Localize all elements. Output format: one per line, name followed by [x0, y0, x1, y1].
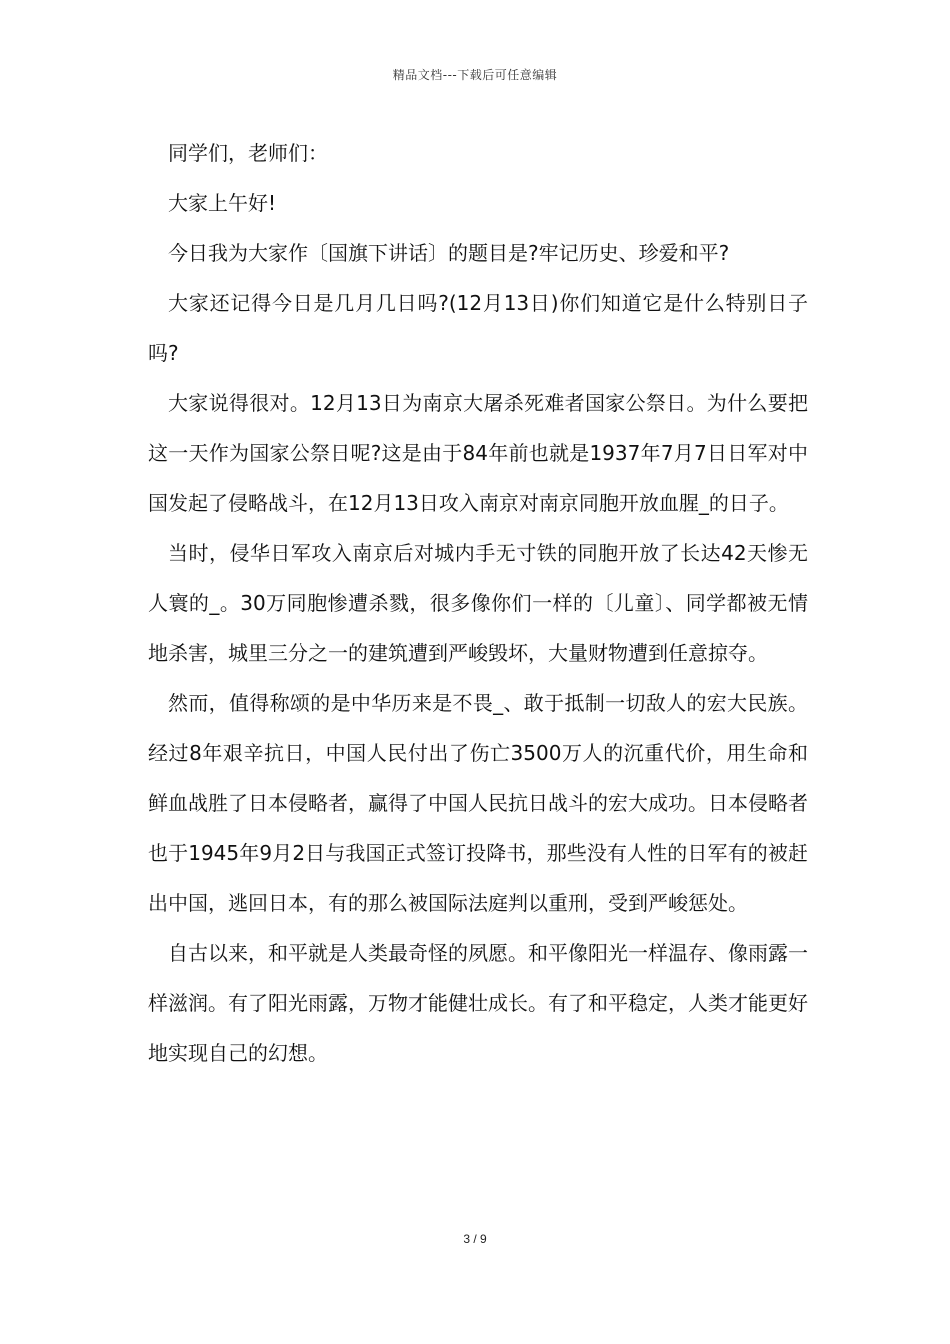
paragraph-greeting: 同学们，老师们： — [168, 141, 328, 165]
paragraph-massacre: 当时，侵华日军攻入南京后对城内手无寸铁的同胞开放了长达42天惨无人寰的_。30万同胞惨遭杀戮，很多像你们一样的〔儿童〕、同学都被无情地杀害，城里三分之一的建筑遭到严峻毁坏，大量财物遭到任意掠夺。 — [148, 541, 808, 665]
paragraph-victory: 然而，值得称颂的是中华历来是不畏_、敢于抵制一切敌人的宏大民族。经过8年艰辛抗日，中国人民付出了伤亡3500万人的沉重代价，用生命和鲜血战胜了日本侵略者，赢得了中国人民抗日战斗的宏大成功。日本侵略者也于1945年9月2日与我国正式签订投降书，那些没有人性的日军有的被赶出中国，逃回日本，有的那么被国际法庭判以重刑，受到严峻惩处。 — [148, 691, 808, 915]
paragraph-topic: 今日我为大家作〔国旗下讲话〕的题目是?牢记历史、珍爱和平? — [168, 241, 730, 265]
paragraph-peace: 自古以来，和平就是人类最奇怪的夙愿。和平像阳光一样温存、像雨露一样滋润。有了阳光雨露，万物才能健壮成长。有了和平稳定，人类才能更好地实现自己的幻想。 — [148, 941, 808, 1065]
page-header: 精品文档---下载后可任意编辑 — [392, 68, 558, 82]
paragraph-salutation: 大家上午好! — [168, 191, 277, 215]
document-body — [148, 128, 808, 1078]
paragraph-memorial-day: 大家说得很对。12月13日为南京大屠杀死难者国家公祭日。为什么要把这一天作为国家公祭日呢?这是由于84年前也就是1937年7月7日日军对中国发起了侵略战斗，在12月13日攻入南京对南京同胞开放血腥_的日子。 — [148, 391, 808, 515]
paragraph-question: 大家还记得今日是几月几日吗?(12月13日)你们知道它是什么特别日子吗? — [148, 291, 808, 365]
page-number: 3 / 9 — [463, 1232, 487, 1246]
